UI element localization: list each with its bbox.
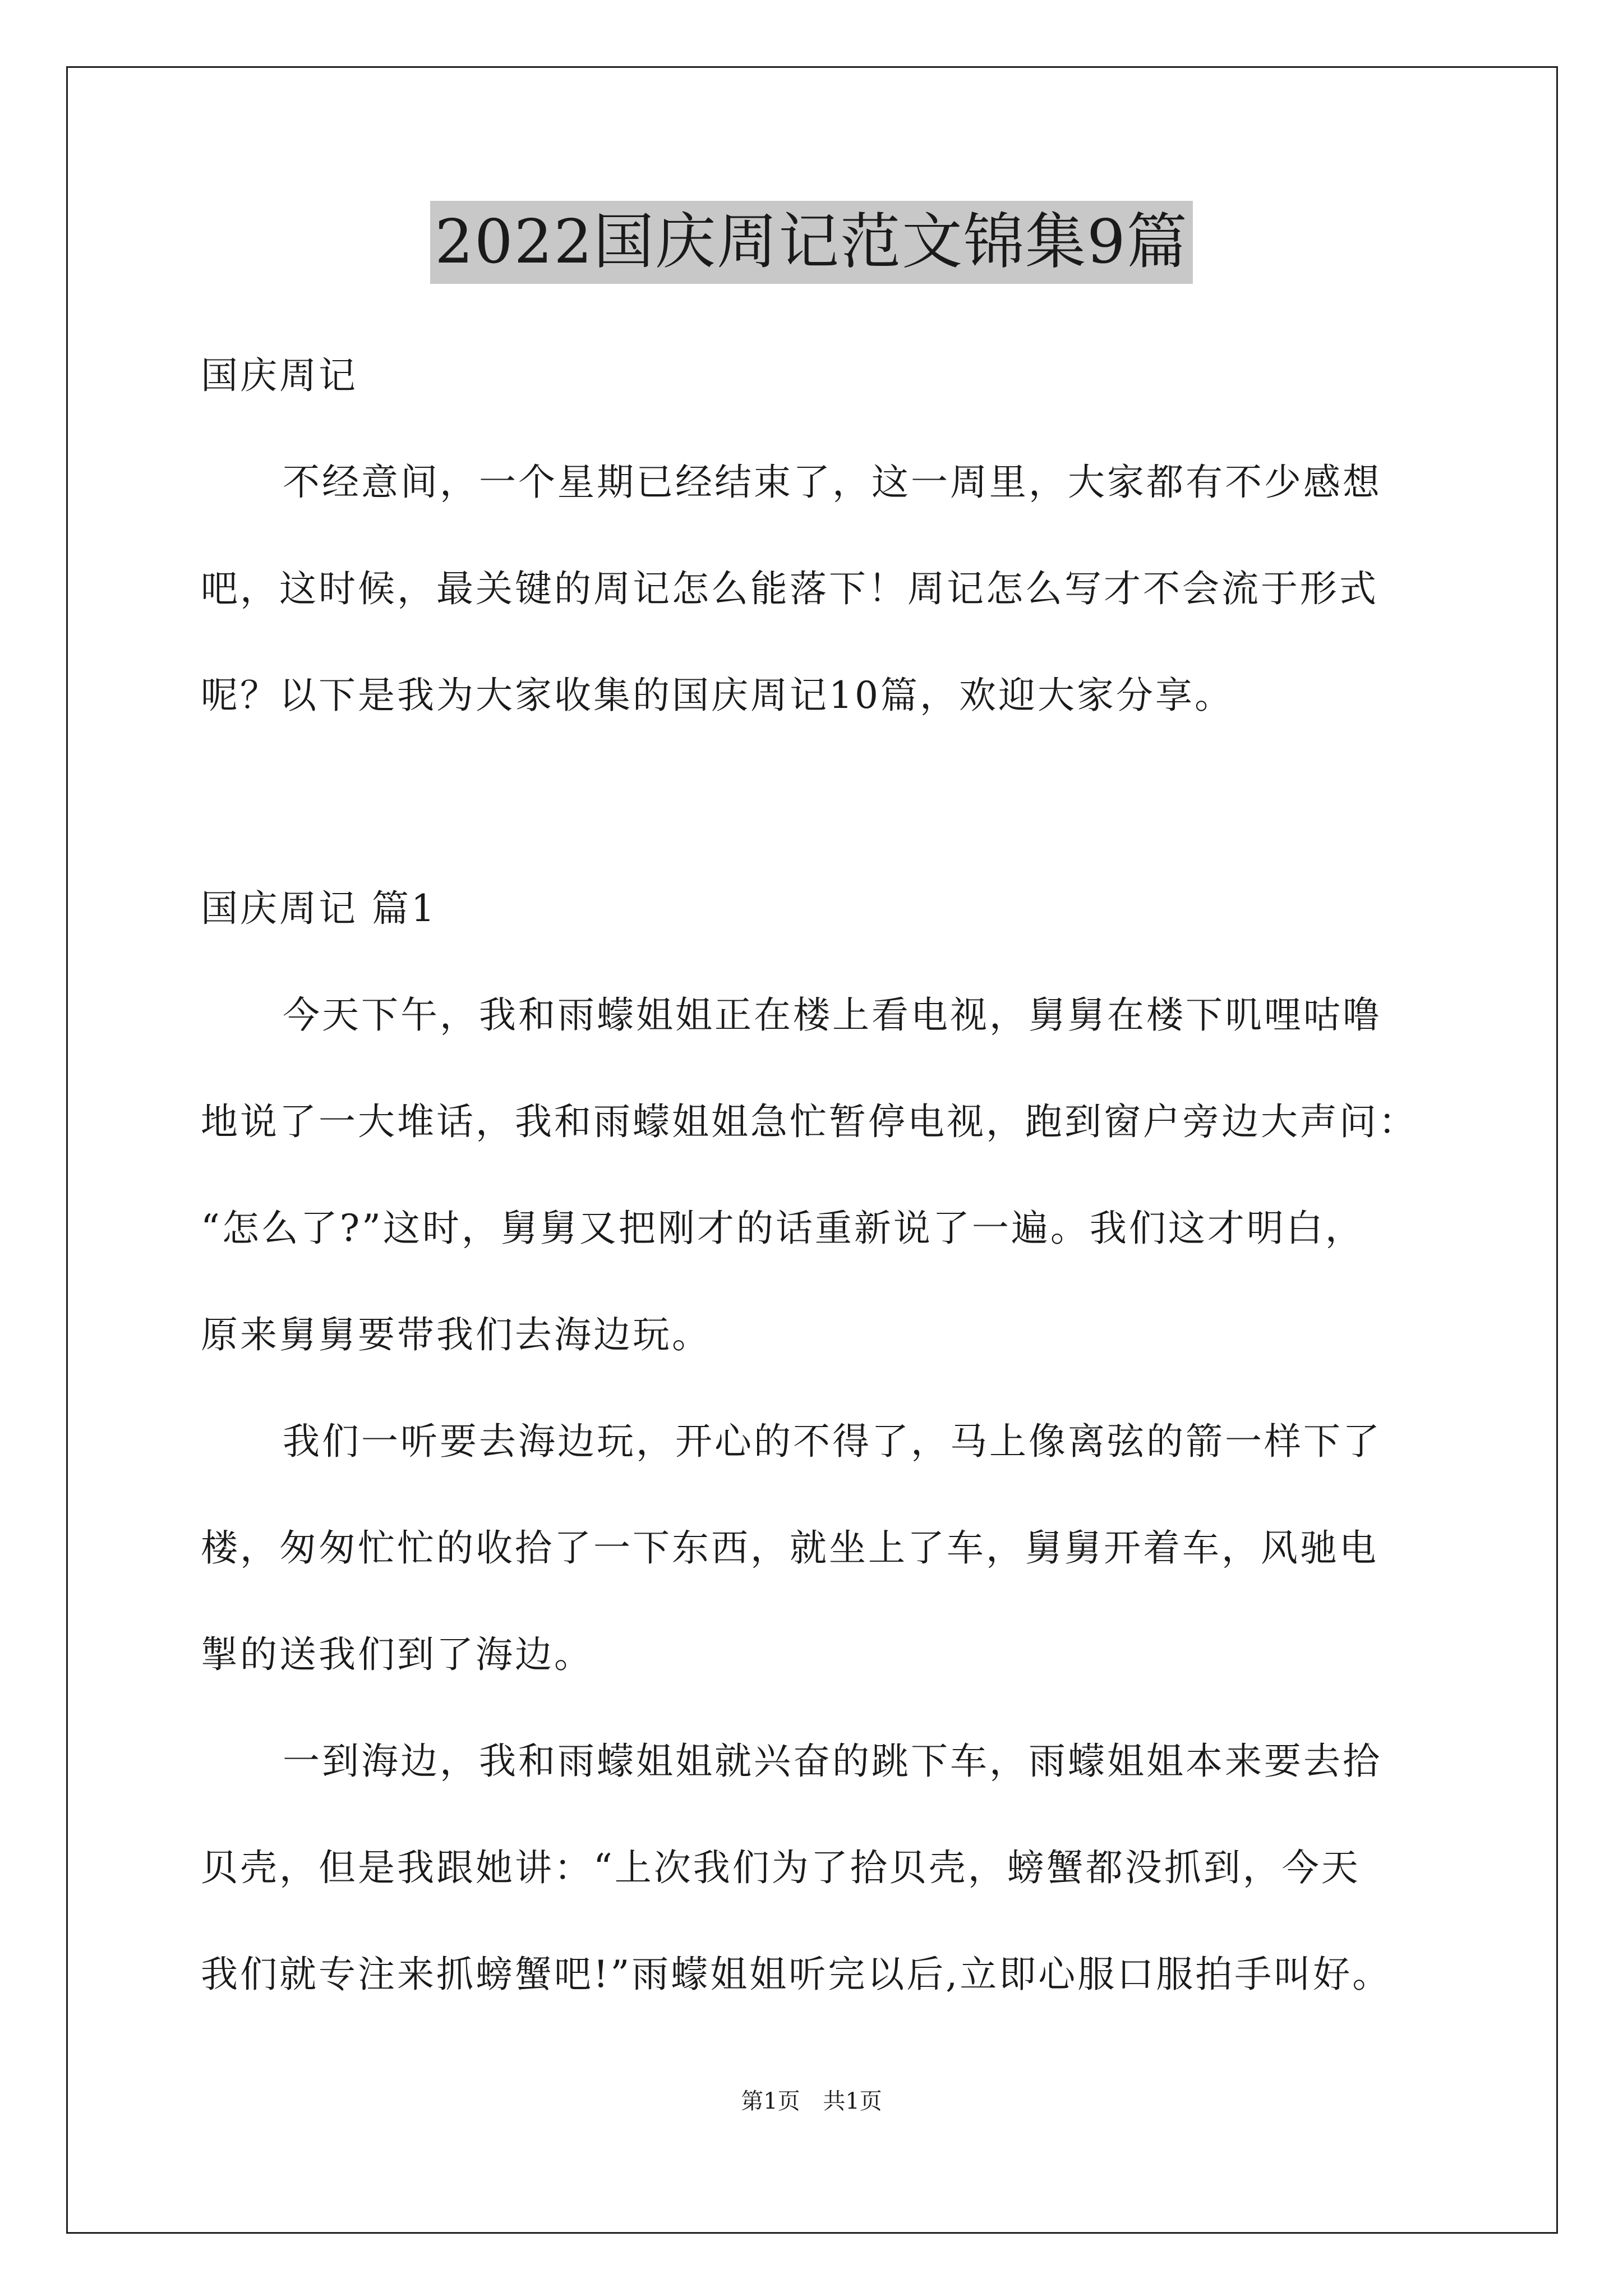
page-number: 第1页: [741, 2088, 800, 2114]
section-heading: 国庆周记 篇1: [201, 887, 437, 930]
paragraph-line: 楼，匆匆忙忙的收拾了一下东西，就坐上了车，舅舅开着车，风驰电: [201, 1526, 1378, 1570]
paragraph-line: 今天下午，我和雨蠓姐姐正在楼上看电视，舅舅在楼下叽哩咕噜: [283, 993, 1382, 1037]
paragraph-line: 我们一听要去海边玩，开心的不得了，马上像离弦的箭一样下了: [283, 1420, 1382, 1463]
page-footer: [0, 2087, 1623, 2116]
paragraph-line: 贝壳，但是我跟她讲：“上次我们为了拾贝壳，螃蟹都没抓到，今天: [201, 1846, 1361, 1889]
paragraph-line: 我们就专注来抓螃蟹吧!”雨蠓姐姐听完以后,立即心服口服拍手叫好。: [201, 1953, 1392, 1996]
paragraph-line: “怎么了?”这时，舅舅又把刚才的话重新说了一遍。我们这才明白，: [201, 1207, 1364, 1250]
intro-heading: 国庆周记: [201, 354, 358, 397]
paragraph-line: 掣的送我们到了海边。: [201, 1633, 593, 1676]
paragraph-line: 呢？以下是我为大家收集的国庆周记10篇，欢迎大家分享。: [201, 674, 1234, 717]
page-total: 共1页: [823, 2088, 882, 2114]
paragraph-line: 不经意间，一个星期已经结束了，这一周里，大家都有不少感想: [283, 461, 1382, 504]
paragraph-line: 原来舅舅要带我们去海边玩。: [201, 1313, 711, 1356]
paragraph-line: 吧，这时候，最关键的周记怎么能落下！周记怎么写才不会流于形式: [201, 567, 1378, 610]
document-title: 2022国庆周记范文锦集9篇: [430, 201, 1193, 284]
title-container: [0, 201, 1623, 284]
paragraph-line: 一到海边，我和雨蠓姐姐就兴奋的跳下车，雨蠓姐姐本来要去拾: [283, 1740, 1382, 1783]
paragraph-line: 地说了一大堆话，我和雨蠓姐姐急忙暂停电视，跑到窗户旁边大声问：: [201, 1100, 1418, 1143]
